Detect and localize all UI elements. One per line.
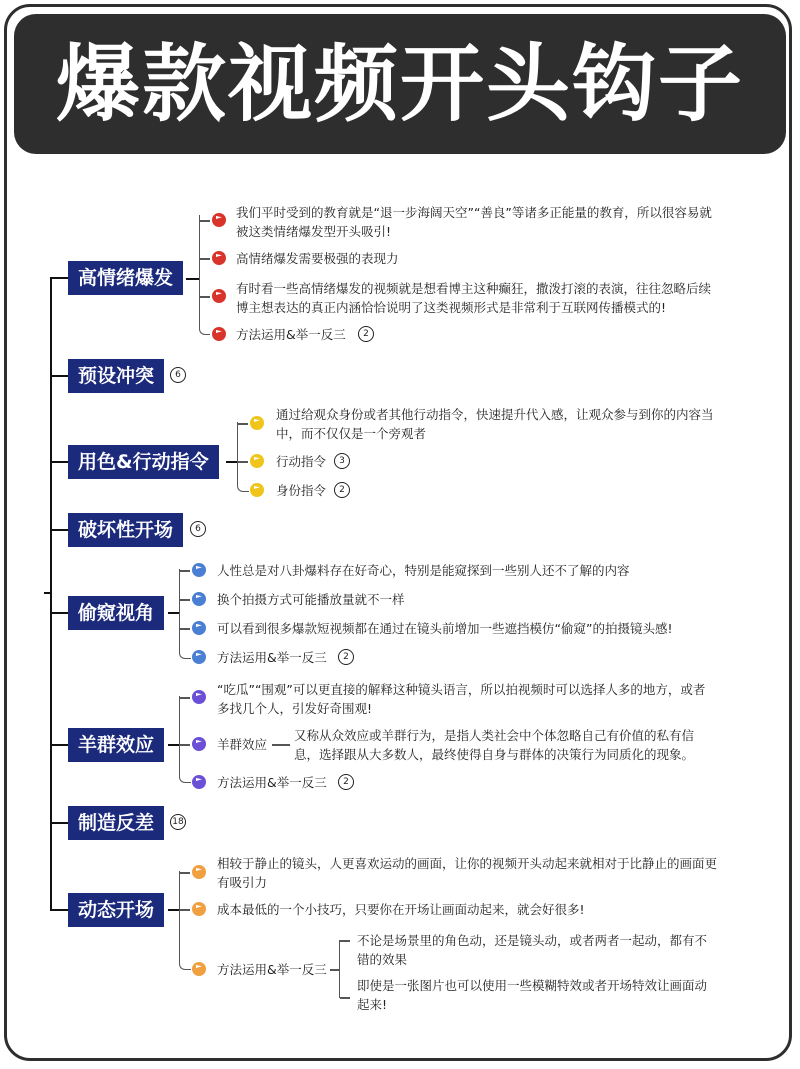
leaf-text: 有时看一些高情绪爆发的视频就是想看博主这种癫狂，撒泼打滚的表演，往往忽略后续博主想表达的真正内涵恰恰说明了这类视频形式是非常利于互联网传播模式的! bbox=[236, 281, 712, 315]
leaf-text: 行动指令 bbox=[276, 454, 327, 469]
flag-icon bbox=[192, 690, 206, 704]
flag-icon bbox=[212, 289, 226, 303]
leaf-tick bbox=[340, 997, 350, 999]
node-preset-conflict[interactable]: 预设冲突 bbox=[68, 359, 164, 393]
leaf-text: 方法运用&举一反三 bbox=[217, 962, 327, 977]
leaf-tick bbox=[200, 258, 210, 260]
branch-elbow bbox=[237, 475, 249, 492]
connector bbox=[50, 375, 68, 377]
node-high-emotion[interactable]: 高情绪爆发 bbox=[68, 261, 183, 295]
leaf-text: 我们平时受到的教育就是“退一步海阔天空”“善良”等诸多正能量的教育，所以很容易就被这类情绪爆发型开头吸引! bbox=[236, 205, 712, 239]
flag-icon bbox=[212, 213, 226, 227]
leaf-text: 方法运用&举一反三 bbox=[236, 327, 346, 342]
leaf-note: 即使是一张图片也可以使用一些模糊特效或者开场特效让画面动起来! bbox=[357, 978, 708, 1012]
leaf-tick bbox=[180, 697, 190, 699]
flag-icon bbox=[192, 737, 206, 751]
connector bbox=[50, 461, 68, 463]
leaf-tick bbox=[238, 461, 248, 463]
branch-bracket bbox=[179, 871, 180, 957]
leaf-text: 方法运用&举一反三 bbox=[217, 775, 327, 790]
count-badge[interactable]: 3 bbox=[334, 453, 350, 469]
leaf-tick bbox=[200, 296, 210, 298]
leaf-text: 人性总是对八卦爆料存在好奇心，特别是能窥探到一些别人还不了解的内容 bbox=[217, 563, 630, 578]
branch-bracket bbox=[237, 422, 238, 476]
branch-bracket bbox=[199, 215, 200, 315]
flag-icon bbox=[192, 592, 206, 606]
node-peeping-view[interactable]: 偷窥视角 bbox=[68, 596, 164, 630]
leaf-text: 方法运用&举一反三 bbox=[217, 650, 327, 665]
leaf-text: 相较于静止的镜头，人更喜欢运动的画面，让你的视频开头动起来就相对于比静止的画面更有吸引力 bbox=[217, 856, 718, 890]
flag-icon bbox=[212, 251, 226, 265]
branch-bracket bbox=[339, 940, 340, 998]
leaf-tick bbox=[180, 628, 190, 630]
flag-icon bbox=[192, 650, 206, 664]
leaf-text: 换个拍摄方式可能播放量就不一样 bbox=[217, 592, 405, 607]
node-destructive-opening[interactable]: 破坏性开场 bbox=[68, 513, 183, 547]
page-title: 爆款视频开头钩子 bbox=[55, 35, 744, 133]
flag-icon bbox=[192, 865, 206, 879]
leaf-tick bbox=[180, 909, 190, 911]
leaf-tick bbox=[180, 872, 190, 874]
connector bbox=[44, 592, 52, 594]
flag-icon bbox=[192, 962, 206, 976]
leaf-text: 成本最低的一个小技巧，只要你在开场让画面动起来，就会好很多! bbox=[217, 902, 585, 917]
leaf-text: 身份指令 bbox=[276, 483, 327, 498]
flag-icon bbox=[212, 327, 226, 341]
leaf-text: “吃瓜”“围观”可以更直接的解释这种镜头语言，所以拍视频时可以选择人多的地方，或者多找几个人，引发好奇围观! bbox=[217, 682, 706, 716]
branch-bracket bbox=[179, 696, 180, 774]
flag-icon bbox=[192, 563, 206, 577]
branch-elbow bbox=[199, 314, 210, 335]
leaf-note: 不论是场景里的角色动，还是镜头动，或者两者一起动，都有不错的效果 bbox=[357, 933, 708, 967]
count-badge[interactable]: 2 bbox=[334, 482, 350, 498]
count-badge[interactable]: 2 bbox=[358, 326, 374, 342]
branch-elbow bbox=[179, 956, 191, 970]
leaf-text: 高情绪爆发需要极强的表现力 bbox=[236, 251, 399, 266]
flag-icon bbox=[250, 416, 264, 430]
branch-elbow bbox=[179, 773, 191, 783]
leaf-tick bbox=[340, 940, 350, 942]
count-badge[interactable]: 18 bbox=[170, 814, 186, 830]
flag-icon bbox=[192, 902, 206, 916]
node-create-contrast[interactable]: 制造反差 bbox=[68, 806, 164, 840]
branch-line bbox=[186, 278, 200, 280]
connector bbox=[50, 277, 68, 279]
leaf-tick bbox=[238, 423, 248, 425]
branch-elbow bbox=[179, 646, 191, 659]
leaf-text: 羊群效应 bbox=[217, 737, 268, 752]
node-herd-effect[interactable]: 羊群效应 bbox=[68, 728, 164, 762]
flag-icon bbox=[192, 775, 206, 789]
leaf-tick bbox=[180, 744, 190, 746]
connector bbox=[50, 612, 68, 614]
node-dynamic-opening[interactable]: 动态开场 bbox=[68, 893, 164, 927]
connector bbox=[50, 909, 68, 911]
connector bbox=[50, 529, 68, 531]
count-badge[interactable]: 2 bbox=[338, 649, 354, 665]
main-spine bbox=[50, 278, 52, 910]
flag-icon bbox=[192, 621, 206, 635]
leaf-text: 通过给观众身份或者其他行动指令，快速提升代入感，让观众参与到你的内容当中，而不仅仅是一个旁观者 bbox=[276, 407, 714, 441]
count-badge[interactable]: 6 bbox=[170, 367, 186, 383]
leaf-tick bbox=[180, 570, 190, 572]
count-badge[interactable]: 6 bbox=[190, 521, 206, 537]
leaf-note: 又称从众效应或羊群行为，是指人类社会中个体忽略自己有价值的私有信息，选择跟从大多数人，最终使得自身与群体的决策行为同质化的现象。 bbox=[294, 728, 695, 762]
leaf-text: 可以看到很多爆款短视频都在通过在镜头前增加一些遮挡模仿“偷窥”的拍摄镜头感! bbox=[217, 621, 673, 636]
connector bbox=[50, 744, 68, 746]
note-line bbox=[272, 744, 290, 746]
leaf-tick bbox=[180, 599, 190, 601]
node-action-command[interactable]: 用色&行动指令 bbox=[68, 445, 219, 479]
count-badge[interactable]: 2 bbox=[338, 774, 354, 790]
flag-icon bbox=[250, 454, 264, 468]
connector bbox=[50, 822, 68, 824]
leaf-tick bbox=[200, 220, 210, 222]
flag-icon bbox=[250, 483, 264, 497]
branch-bracket bbox=[179, 569, 180, 647]
